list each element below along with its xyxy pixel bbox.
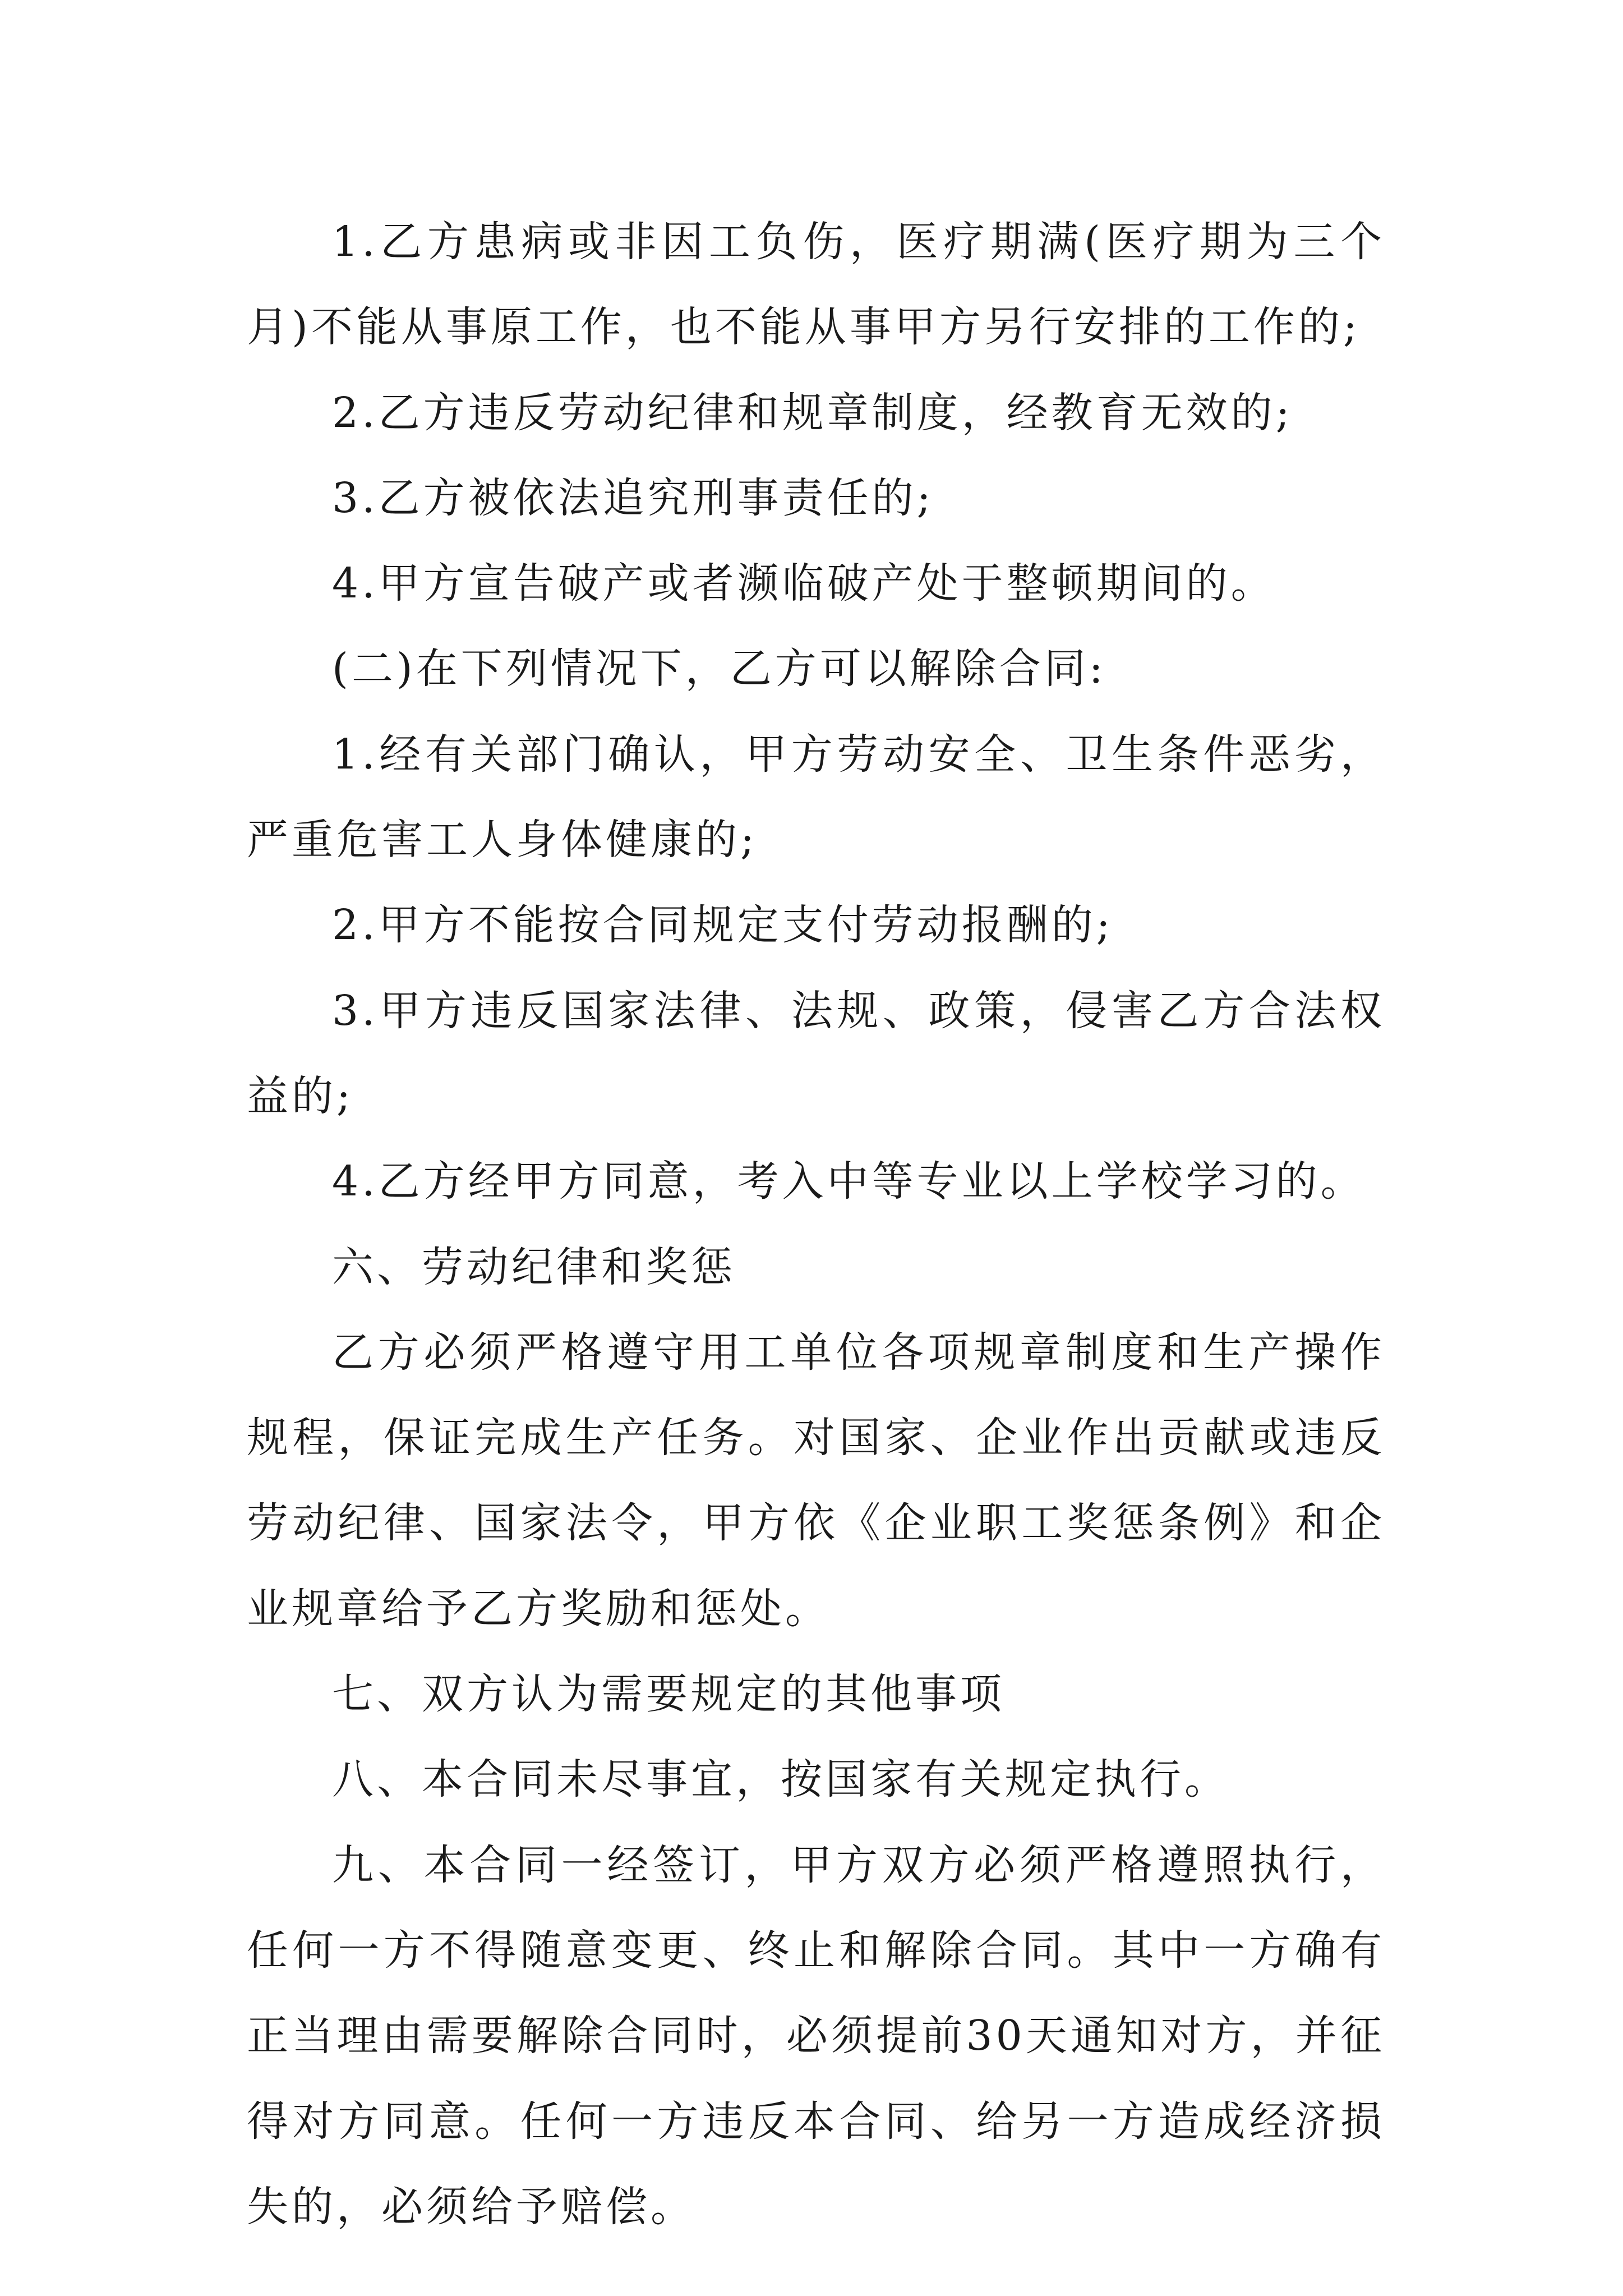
- paragraph-2: 2.乙方违反劳动纪律和规章制度，经教育无效的;: [332, 388, 1293, 437]
- paragraph-7: 2.甲方不能按合同规定支付劳动报酬的;: [332, 901, 1114, 950]
- paragraph-4: 4.甲方宣告破产或者濒临破产处于整顿期间的。: [332, 559, 1276, 608]
- paragraph-11: 乙方必须严格遵守用工单位各项规章制度和生产操作规程，保证完成生产任务。对国家、企业作出贡献或违反劳动纪律、国家法令，甲方依《企业职工奖惩条例》和企业规章给予乙方奖励和惩处。: [247, 1328, 1385, 1633]
- document-body: [247, 199, 1385, 2249]
- paragraph-3: 3.乙方被依法追究刑事责任的;: [332, 473, 934, 522]
- paragraph-8: 3.甲方违反国家法律、法规、政策，侵害乙方合法权益的;: [247, 986, 1385, 1120]
- paragraph-5: (二)在下列情况下，乙方可以解除合同:: [332, 645, 1106, 693]
- paragraph-1: 1.乙方患病或非因工负伤，医疗期满(医疗期为三个月)不能从事原工作，也不能从事甲方另行安排的工作的;: [247, 218, 1385, 352]
- section-heading-8: 八、本合同未尽事宜，按国家有关规定执行。: [332, 1755, 1229, 1804]
- section-heading-6: 六、劳动纪律和奖惩: [332, 1243, 736, 1291]
- paragraph-6: 1.经有关部门确认，甲方劳动安全、卫生条件恶劣，严重危害工人身体健康的;: [247, 730, 1385, 864]
- section-heading-9: 九、本合同一经签订，甲方双方必须严格遵照执行，任何一方不得随意变更、终止和解除合同。其中一方确有正当理由需要解除合同时，必须提前30天通知对方，并征得对方同意。任何一方违反本合同、给另一方造成经济损失的，必须给予赔偿。: [247, 1841, 1385, 2231]
- paragraph-9: 4.乙方经甲方同意，考入中等专业以上学校学习的。: [332, 1157, 1366, 1206]
- section-heading-7: 七、双方认为需要规定的其他事项: [332, 1670, 1005, 1719]
